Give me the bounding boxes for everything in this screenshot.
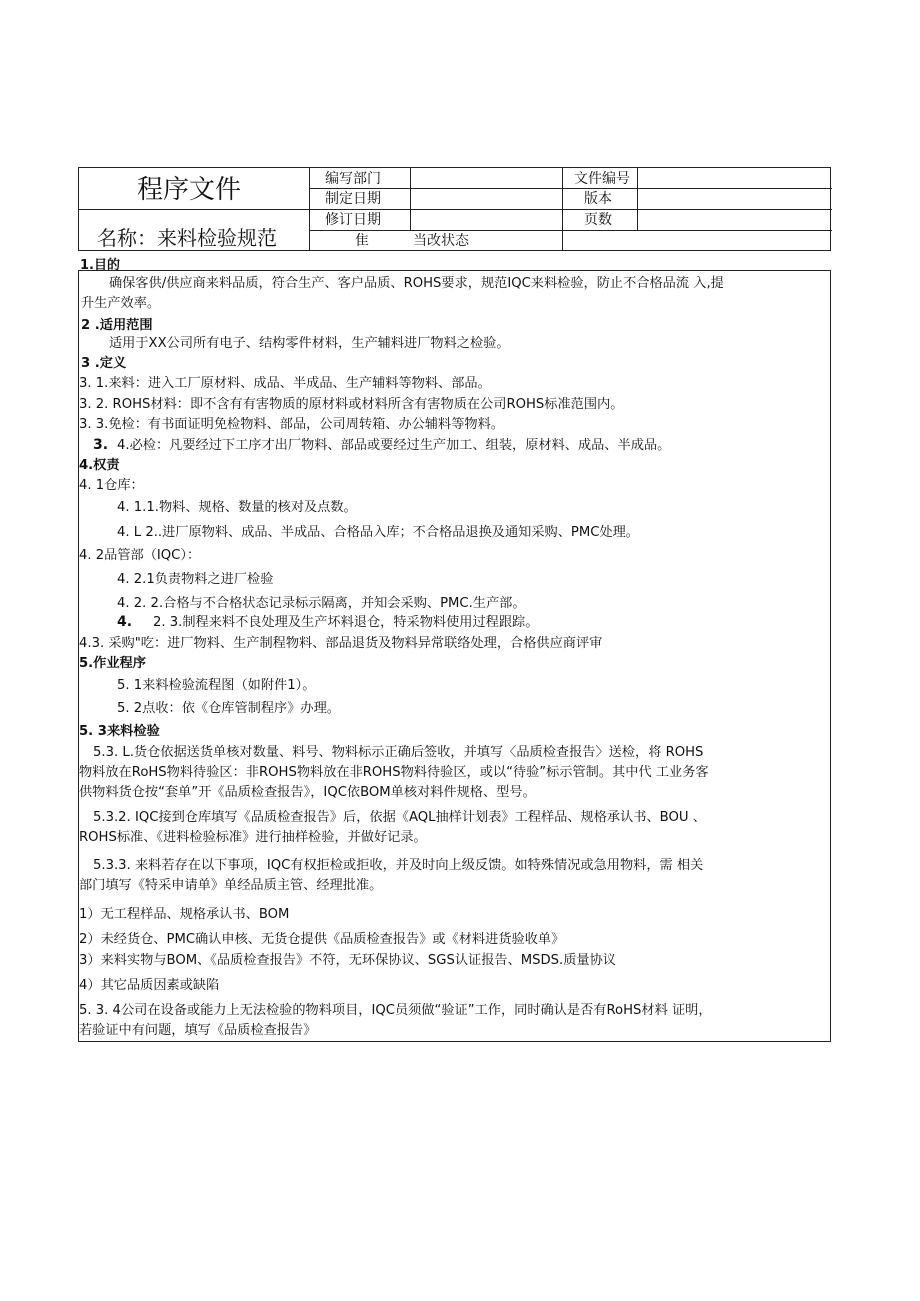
s5-3-2-text: 5.3.2. IQC接到仓库填写《品质检查报告》后，依据《AQL抽样计划表》工程样品、规格承认书、BOU 、 (93, 810, 706, 825)
s4-item: 4. 1仓库： (79, 478, 144, 493)
section-1-title: 1.目的 (80, 258, 120, 273)
s4-item: 2. 3.制程来料不良处理及生产坏料退仓，特采物料使用过程跟踪。 (153, 615, 539, 630)
seal-mark: 隹 (355, 233, 369, 249)
s5-3-2-text: ROHS标准、《进料检验标准》进行抽样检验，并做好记录。 (79, 830, 427, 845)
divider (410, 168, 411, 231)
divider (309, 230, 832, 231)
s1-text: 确保客供/供应商来料品质，符合生产、客户品质、ROHS要求，规范IQC来料检验，防止不合格品流 入,提 (109, 276, 724, 291)
doc-no-label: 文件编号 (574, 171, 630, 187)
section-5-3-title: 5. 3来料检验 (79, 724, 160, 739)
section-2-title: 2 .适用范围 (81, 318, 153, 333)
header-table (78, 167, 831, 251)
s2-text: 适用于XX公司所有电子、结构零件材料，生产辅料进厂物料之检验。 (109, 336, 510, 351)
doc-type-title: 程序文件 (137, 175, 242, 205)
section-4-title: 4.权责 (79, 458, 120, 473)
s5-item: 5. 1来料检验流程图（如附件1）。 (117, 678, 316, 693)
list-item: 4）其它品质因素或缺陷 (79, 978, 220, 993)
divider (637, 168, 638, 231)
content-box (78, 270, 831, 1042)
s3-item: 4.必检：凡要经过下工序才出厂物料、部品或要经过生产加工、组装，原材料、成品、半成品。 (117, 438, 671, 453)
s3-item: 3. 3.免检：有书面证明免检物料、部品，公司周转箱、办公辅料等物料。 (79, 417, 504, 432)
s4-item-num: 4. (117, 614, 133, 630)
list-item: 2）未经货仓、PMC确认申核、无货仓提供《品质检查报告》或《材料进货验收单》 (79, 932, 565, 947)
s4-item: 4. L 2..进厂原物料、成品、半成品、合格品入库；不合格品退换及通知采购、PMC处理。 (117, 525, 639, 540)
section-3-title: 3 .定义 (81, 356, 127, 371)
s4-item: 4. 2. 2.合格与不合格状态记录标示隔离，并知会采购、PMC.生产部。 (117, 596, 526, 611)
s4-item: 4. 2.1负责物料之进厂检验 (117, 572, 274, 587)
s4-item: 4. 1.1.物料、规格、数量的核对及点数。 (117, 500, 357, 515)
s5-3-1-text: 供物料货仓按“套单”开《品质检查报告》，IQC依BOM单核对料件规格、型号。 (79, 785, 536, 800)
s5-3-3-text: 5.3.3. 来料若存在以下事项，IQC有权拒检或拒收，并及时向上级反馈。如特殊情况或急用物料，需 相关 (93, 858, 704, 873)
s4-item: 4.3. 采购"吃：进厂物料、生产制程物料、部品退货及物料异常联络处理，合格供应商评审 (79, 636, 603, 651)
doc-name-title: 名称：来料检验规范 (97, 226, 277, 250)
divider (309, 188, 832, 189)
s5-3-4-text: 5. 3. 4公司在设备或能力上无法检验的物料项目，IQC员须做“验证”工作，同时确认是否有RoHS材料 证明， (79, 1003, 712, 1018)
s5-3-4-text: 若验证中有问题，填写《品质检查报告》 (79, 1023, 317, 1038)
pages-label: 页数 (584, 212, 612, 228)
divider (309, 209, 832, 210)
s5-3-1-text: 物料放在RoHS物料待验区：非ROHS物料放在非ROHS物料待验区，或以“待验”标示管制。其中代 工业务客 (79, 765, 709, 780)
version-label: 版本 (584, 191, 612, 207)
divider (309, 168, 310, 232)
divider (309, 231, 310, 251)
dept-label: 编写部门 (325, 171, 381, 187)
s3-item: 3. 2. ROHS材料：即不含有有害物质的原材料或材料所含有害物质在公司ROHS标准范围内。 (79, 397, 624, 412)
date-revised-label: 修订日期 (325, 212, 381, 228)
s5-item: 5. 2点收：依《仓库管制程序》办理。 (117, 701, 340, 716)
section-5-title: 5.作业程序 (79, 656, 146, 671)
s1-text: 升生产效率。 (81, 296, 161, 311)
s3-item-num: 3. (93, 437, 109, 453)
s5-3-3-text: 部门填写《特采申请单》单经品质主管、经理批准。 (79, 878, 383, 893)
list-item: 1）无工程样品、规格承认书、BOM (79, 907, 290, 922)
s3-item: 3. 1.来料：进入工厂原材料、成品、半成品、生产辅料等物料、部品。 (79, 376, 491, 391)
s5-3-1-text: 5.3. L.货仓依据送货单核对数量、料号、物料标示正确后签收，并填写〈品质检查报告〉送检，将 ROHS (93, 745, 704, 760)
current-status-label: 当改状态 (413, 233, 469, 249)
divider (79, 209, 309, 210)
date-made-label: 制定日期 (325, 191, 381, 207)
list-item: 3）来料实物与BOM、《品质检查报告》不符，无环保协议、SGS认证报告、MSDS.质量协议 (79, 953, 616, 968)
s4-item: 4. 2品管部（IQC）： (79, 548, 201, 563)
